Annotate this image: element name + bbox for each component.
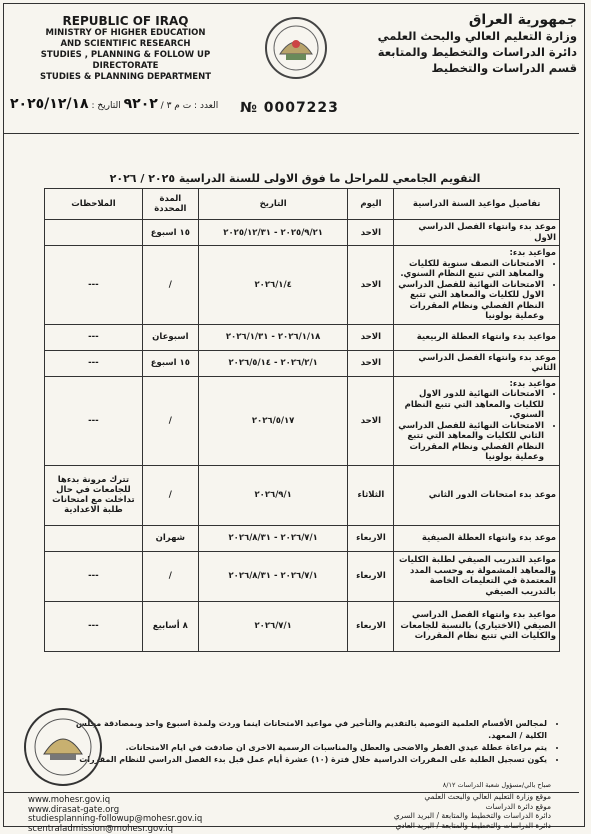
row-duration: /	[142, 246, 198, 325]
reference-date-line	[10, 96, 218, 112]
department-ar: قسم الدراسات والتخطيط	[431, 61, 577, 75]
row-details	[394, 465, 560, 525]
row-date: ٢٠٢٦/١/٤	[198, 246, 348, 325]
row-details	[394, 220, 560, 246]
row-date: ٢٠٢٦/١/١٨ - ٢٠٢٦/١/٣١	[198, 324, 348, 350]
arabic-header	[347, 12, 577, 76]
website-link[interactable]: www.mohesr.gov.iq	[28, 795, 111, 805]
row-day: الاحد	[348, 246, 394, 325]
contact-label: دائرة الدراسات والتخطيط والمتابعة / البريد السري	[393, 811, 551, 820]
row-date: ٢٠٢٦/٩/١	[198, 465, 348, 525]
row-details-text: موعد بدء امتحانات الدور الثاني	[428, 489, 556, 500]
header-duration: المدة المحددة	[142, 189, 198, 220]
table-row	[45, 525, 560, 551]
row-detail-item: • الامتحانات النهائية للفصل الدراسي الاول للكليات والمعاهد التي تتبع النظام الفصلي ونظام المقررات وعملية بولونيا	[397, 280, 544, 322]
row-details	[394, 324, 560, 350]
contact-label: موقع دائرة الدراسات	[485, 801, 551, 811]
table-row	[45, 376, 560, 465]
table-row	[45, 246, 560, 325]
document-title: التقويم الجامعي للمراحل ما فوق الاولى للسنة الدراسية ٢٠٢٥ / ٢٠٢٦	[109, 172, 481, 185]
table-row	[45, 220, 560, 246]
row-duration: /	[142, 465, 198, 525]
row-details-text: مواعيد بدء:	[509, 378, 556, 389]
row-date: ٢٠٢٥/٩/٢١ - ٢٠٢٥/١٢/٣١	[198, 220, 348, 246]
website-link[interactable]: www.dirasat-gate.org	[28, 804, 120, 815]
ref-number-handwritten: ٩٢٠٢	[123, 96, 158, 112]
directorate-en: STUDIES , PLANNING & FOLLOW UP DIRECTORATE	[40, 50, 211, 71]
footnote: • يتم مراعاة عطلة عيدي الفطر والاضحى والعطل والمناسبات الرسمية الاخرى ان صادفت في ايام الامتحانات.	[61, 742, 547, 754]
row-day: الاحد	[348, 324, 394, 350]
row-details	[394, 525, 560, 551]
row-notes: ---	[45, 350, 143, 376]
row-details-text: مواعيد التدريب الصيفي لطلبة الكليات والمعاهد المشمولة به وحسب المدد المعتمدة في التعليمات الخاصة بالتدريب الصيفي	[398, 555, 556, 597]
row-date: ٢٠٢٦/٥/١٧	[198, 376, 348, 465]
row-notes: ---	[45, 376, 143, 465]
date-handwritten: ٢٠٢٥/١٢/١٨	[10, 96, 89, 112]
row-details	[394, 246, 560, 325]
author-note: صباح بالي/مسؤول شعبة الدراسات ٨/١٢	[442, 781, 551, 789]
row-details	[394, 601, 560, 651]
footnote: • لمجالس الأقسام العلمية التوصية بالتقديم والتأخير في مواعيد الامتحانات اينما وردت ولمدة اسبوع واحد وبمصادقة مجلس الكلية / المعهد.	[61, 718, 547, 742]
row-notes: ---	[45, 324, 143, 350]
row-notes	[45, 220, 143, 246]
table-row	[45, 350, 560, 376]
ref-label: العدد : ت م ٣ /	[160, 101, 219, 111]
row-duration: شهران	[142, 525, 198, 551]
row-details-text: موعد بدء وانتهاء العطلة الصيفية	[421, 532, 556, 543]
republic-ar: جمهورية العراق	[468, 12, 577, 28]
email-link[interactable]: scentraladmission@mohesr.gov.iq	[28, 823, 174, 834]
contact-label: موقع وزارة التعليم العالي والبحث العلمي	[424, 792, 551, 801]
contact-label: دائرة الدراسات والتخطيط والمتابعة / البريد العادي	[395, 820, 551, 830]
serial-number: № 0007223	[240, 100, 339, 116]
row-detail-item: • الامتحانات النهائية للفصل الدراسي الثاني للكليات والمعاهد التي تتبع النظام الفصلي ونظام المقررات وعملية بولونيا	[397, 421, 544, 463]
row-day: الاربعاء	[348, 551, 394, 601]
republic-en: REPUBLIC OF IRAQ	[62, 14, 189, 28]
row-day: الاربعاء	[348, 525, 394, 551]
row-details	[394, 350, 560, 376]
directorate-ar: دائرة الدراسات والتخطيط والمتابعة	[377, 45, 577, 59]
footer-contacts-en	[28, 796, 202, 834]
row-notes: ---	[45, 601, 143, 651]
ministry-en-2: AND SCIENTIFIC RESEARCH	[60, 39, 191, 49]
ministry-ar: وزارة التعليم العالي والبحث العلمي	[377, 29, 577, 43]
row-details	[394, 376, 560, 465]
footnote: • يكون تسجيل الطلبة على المقررات الدراسية خلال فترة (١٠) عشرة أيام عمل قبل بدء الفصل الدراسي للنظام المقررات	[61, 754, 547, 766]
row-duration: ٨ أسابيع	[142, 601, 198, 651]
row-notes	[45, 525, 143, 551]
row-details-text: موعد بدء وانتهاء الفصل الدراسي الاول	[418, 222, 556, 243]
header-divider	[3, 133, 579, 134]
row-duration: /	[142, 551, 198, 601]
row-date: ٢٠٢٦/٧/١ - ٢٠٢٦/٨/٣١	[198, 551, 348, 601]
header-details: تفاصيل مواعيد السنة الدراسية	[394, 189, 560, 220]
row-details-text: مواعيد بدء وانتهاء العطلة الربيعية	[416, 331, 556, 342]
row-details	[394, 551, 560, 601]
row-notes: ---	[45, 246, 143, 325]
email-link[interactable]: studiesplanning-followup@mohesr.gov.iq	[28, 814, 203, 824]
footnotes	[61, 718, 561, 766]
table-row	[45, 601, 560, 651]
row-day: الثلاثاء	[348, 465, 394, 525]
official-seal-icon	[22, 706, 104, 788]
row-details-text: موعد بدء وانتهاء الفصل الدراسي الثاني	[418, 352, 556, 373]
row-detail-item: • الامتحانات النصف سنوية للكليات والمعاهد التي تتبع النظام السنوي.	[397, 259, 544, 280]
row-date: ٢٠٢٦/٢/١ - ٢٠٢٦/٥/١٤	[198, 350, 348, 376]
row-day: الاربعاء	[348, 601, 394, 651]
row-day: الاحد	[348, 376, 394, 465]
row-date: ٢٠٢٦/٧/١	[198, 601, 348, 651]
row-notes: تترك مرونة بدءها للجامعات في حال تداخلت مع امتحانات طلبة الاعدادية	[45, 465, 143, 525]
english-header	[18, 14, 233, 83]
table-row	[45, 324, 560, 350]
row-detail-item: • الامتحانات النهائية للدور الاول للكليات والمعاهد التي تتبع النظام السنوي.	[397, 389, 544, 421]
row-details-text: مواعيد بدء:	[509, 248, 556, 258]
header-date: التاريخ	[198, 189, 348, 220]
row-day: الاحد	[348, 350, 394, 376]
row-duration: ١٥ اسبوع	[142, 220, 198, 246]
date-label: التاريخ :	[91, 101, 121, 111]
ministry-en-1: MINISTRY OF HIGHER EDUCATION	[45, 28, 206, 38]
row-duration: /	[142, 376, 198, 465]
calendar-table	[44, 188, 560, 652]
table-header-row	[45, 189, 560, 220]
row-duration: ١٥ اسبوع	[142, 350, 198, 376]
row-details-text: مواعيد بدء وانتهاء الفصل الدراسي الصيفي (الاختياري) بالنسبة للجامعات والكليات التي تتبع نظام المقررات	[400, 610, 556, 642]
table-row	[45, 551, 560, 601]
header-notes: الملاحظات	[45, 189, 143, 220]
table-row	[45, 465, 560, 525]
row-duration: اسبوعان	[142, 324, 198, 350]
row-notes: ---	[45, 551, 143, 601]
row-date: ٢٠٢٦/٧/١ - ٢٠٢٦/٨/٣١	[198, 525, 348, 551]
ministry-logo-icon	[264, 16, 328, 80]
header-day: اليوم	[348, 189, 394, 220]
row-day: الاحد	[348, 220, 394, 246]
department-en: STUDIES & PLANNING DEPARTMENT	[40, 72, 211, 82]
footer-contacts-ar	[394, 792, 551, 830]
